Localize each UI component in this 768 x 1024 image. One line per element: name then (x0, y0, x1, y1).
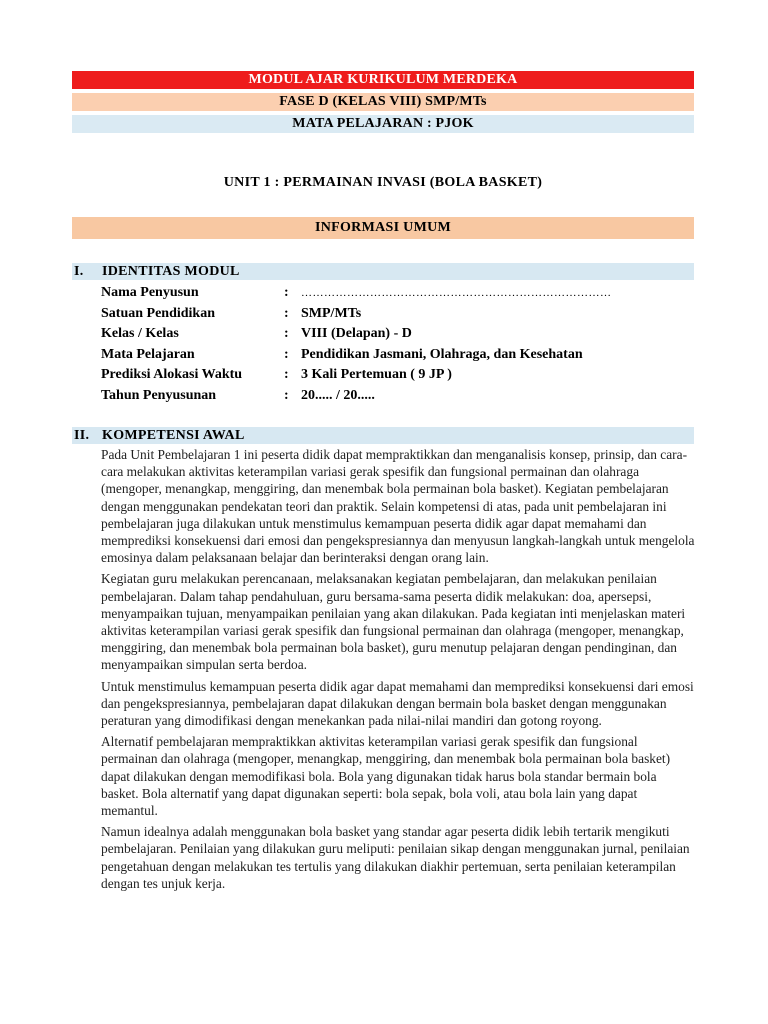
unit-title: UNIT 1 : PERMAINAN INVASI (BOLA BASKET) (223, 175, 543, 190)
row-value: 20..... / 20..... (301, 387, 375, 403)
paragraph: Pada Unit Pembelajaran 1 ini peserta didik dapat mempraktikkan dan menganalisis konsep, prinsip, dan cara-cara melakukan aktivitas keterampilan variasi gerak spesifik dan fungsional permainan dan olahraga (mengoper, menangkap, menggiring, dan menembak bola permainan bola basket). Kegiatan pembelajaran dengan menggunakan pendekatan teori dan praktik. Selain kompetensi di atas, pada unit pembelajaran ini pembelajaran juga dilakukan untuk menstimulus kemampuan peserta didik agar dapat memahami dan memprediksi konsekuensi dari emosi dan pengekspresiannya dan menyusun langkah-langkah untuk mengelola emosinya dalam pelaksanaan belajar dan berinteraksi dengan orang lain. (101, 447, 695, 566)
section-identitas-modul-header (72, 263, 694, 280)
row-value: VIII (Delapan) - D (301, 326, 412, 341)
row-value: 3 Kali Pertemuan ( 9 JP ) (301, 367, 452, 382)
module-title-band: MODUL AJAR KURIKULUM MERDEKA (72, 71, 694, 89)
row-label: Prediksi Alokasi Waktu (101, 367, 243, 382)
row-colon: : (284, 346, 289, 362)
identitas-row-tahun-penyusunan (101, 386, 696, 407)
row-value: Pendidikan Jasmani, Olahraga, dan Kesehatan (301, 346, 583, 362)
row-value: ……………………………………………………………………… (301, 287, 612, 299)
fase-band: FASE D (KELAS VIII) SMP/MTs (72, 93, 694, 111)
row-label: Nama Penyusun (101, 285, 199, 300)
row-label: Satuan Pendidikan (101, 305, 215, 321)
identitas-row-satuan-pendidikan (101, 304, 696, 325)
paragraph: Kegiatan guru melakukan perencanaan, melaksanakan kegiatan pembelajaran, dan melakukan penilaian pembelajaran. Dalam tahap pendahuluan, guru bersama-sama peserta didik melakukan: doa, apersepsi, menyampaikan tujuan, menyampaikan penilaian yang akan dilakukan. Pada kegiatan inti menjelaskan materi aktivitas keterampilan variasi gerak spesifik dan fungsional permainan dan olahraga (mengoper, menangkap, menggiring, dan menembak bola permainan bola basket), guru menutup pelajaran dengan pendinginan, dan menyampaikan simpulan serta berdoa. (101, 571, 686, 673)
paragraph: Namun idealnya adalah menggunakan bola basket yang standar agar peserta didik lebih tertarik mengikuti pembelajaran. Penilaian yang dilakukan guru meliputi: penilaian sikap dengan menggunakan jurnal, penilaian pengetahuan dengan melakukan tes tertulis yang dilakukan diakhir pertemuan, serta penilaian keterampilan dengan tes unjuk kerja. (101, 824, 690, 891)
identitas-row-alokasi-waktu (101, 365, 696, 386)
section-title: KOMPETENSI AWAL (102, 428, 245, 443)
section-number: II. (74, 428, 90, 443)
section-title: IDENTITAS MODUL (102, 264, 240, 279)
kompetensi-awal-body (101, 446, 697, 896)
row-value: SMP/MTs (301, 305, 362, 321)
informasi-umum-band: INFORMASI UMUM (72, 217, 694, 239)
row-label: Kelas / Kelas (101, 326, 179, 341)
row-colon: : (284, 367, 289, 382)
row-label: Mata Pelajaran (101, 346, 195, 362)
row-colon: : (284, 387, 289, 403)
section-number: I. (74, 264, 84, 279)
section-kompetensi-awal-header (72, 427, 694, 444)
row-label: Tahun Penyusunan (101, 387, 217, 403)
row-colon: : (284, 326, 289, 341)
paragraph: Alternatif pembelajaran mempraktikkan aktivitas keterampilan variasi gerak spesifik dan fungsional permainan dan olahraga (mengoper, menangkap, menggiring, dan menembak bola permainan bola basket) dapat dilakukan dengan memodifikasi bola. Bola yang digunakan tidak harus bola standar bermain bola basket. Bola alternatif yang dapat digunakan seperti: bola sepak, bola voli, atau bola lain yang dapat memantul. (101, 734, 671, 819)
identitas-row-nama-penyusun (101, 283, 696, 304)
paragraph: Untuk menstimulus kemampuan peserta didik agar dapat memahami dan memprediksi konsekuensi dari emosi dan pengekspresiannya, pembelajaran dapat dilakukan dengan bermain bola basket dengan menggunakan peraturan yang dimodifikasi dengan menekankan pada nilai-nilai mandiri dan gotong royong. (101, 678, 694, 729)
row-colon: : (284, 305, 289, 321)
row-colon: : (284, 285, 289, 300)
identitas-row-mata-pelajaran (101, 345, 696, 366)
identitas-row-kelas (101, 324, 696, 345)
identitas-table (101, 283, 696, 406)
subject-band: MATA PELAJARAN : PJOK (72, 115, 694, 133)
